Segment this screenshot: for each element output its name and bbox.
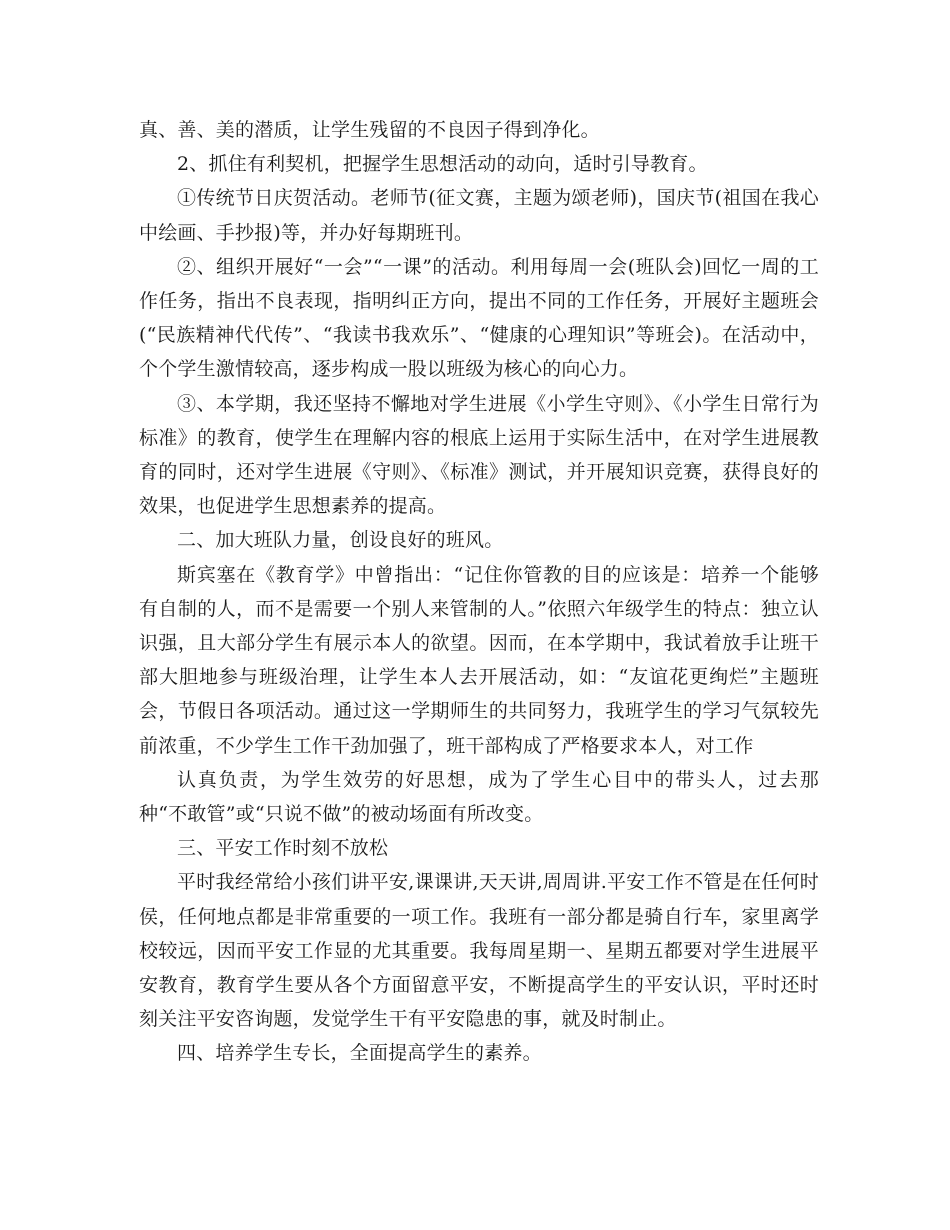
paragraph-class-meeting: ②、组织开展好“一会”“一课”的活动。利用每周一会(班队会)回忆一周的工作任务，指出不良表现，指明纠正方向，提出不同的工作任务，开展好主题班会(“民族精神代代传”、“我读书我欢乐”、“健康的心理知识”等班会)。在活动中，个个学生激情较高，逐步构成一股以班级为核心的向心力。 [139,255,819,381]
paragraph-student-rules: ③、本学期，我还坚持不懈地对学生进展《小学生守则》、《小学生日常行为标准》的教育，使学生在理解内容的根底上运用于实际生活中，在对学生进展教育的同时，还对学生进展《守则》、《标准》测试，并开展知识竞赛，获得良好的效果，也促进学生思想素养的提高。 [139,392,819,518]
document-body [139,113,819,1071]
section-heading-student-talents: 四、培养学生专长，全面提高学生的素养。 [177,1042,542,1065]
paragraph-class-leaders: 认真负责，为学生效劳的好思想，成为了学生心目中的带头人，过去那种“不敢管”或“只说不做”的被动场面有所改变。 [139,768,819,826]
paragraph-item-2: 2、抓住有利契机，把握学生思想活动的动向，适时引导教育。 [177,153,708,176]
paragraph-holiday-activities: ①传统节日庆贺活动。老师节(征文赛，主题为颂老师)，国庆节(祖国在我心中绘画、手抄报)等，并办好每期班刊。 [139,187,819,244]
paragraph-spencer-quote: 斯宾塞在《教育学》中曾指出：“记住你管教的目的应该是：培养一个能够有自制的人，而不是需要一个别人来管制的人。”依照六年级学生的特点：独立认识强，且大部分学生有展示本人的欲望。因而，在本学期中，我试着放手让班干部大胆地参与班级治理，让学生本人去开展活动，如：“友谊花更绚烂”主题班会，节假日各项活动。通过这一学期师生的共同努力，我班学生的学习气氛较先前浓重，不少学生工作干劲加强了，班干部构成了严格要求本人，对工作 [139,563,819,757]
paragraph-continuation: 真、善、美的潜质，让学生残留的不良因子得到净化。 [139,119,600,141]
paragraph-safety-work: 平时我经常给小孩们讲平安,课课讲,天天讲,周周讲.平安工作不管是在任何时侯，任何地点都是非常重要的一项工作。我班有一部分都是骑自行车，家里离学校较远，因而平安工作显的尤其重要。我每周星期一、星期五都要对学生进展平安教育，教育学生要从各个方面留意平安，不断提高学生的平安认识，平时还时刻关注平安咨询题，发觉学生干有平安隐患的事，就及时制止。 [139,871,819,1031]
section-heading-safety: 三、平安工作时刻不放松 [177,837,389,860]
section-heading-class-strength: 二、加大班队力量，创设良好的班风。 [177,529,504,552]
